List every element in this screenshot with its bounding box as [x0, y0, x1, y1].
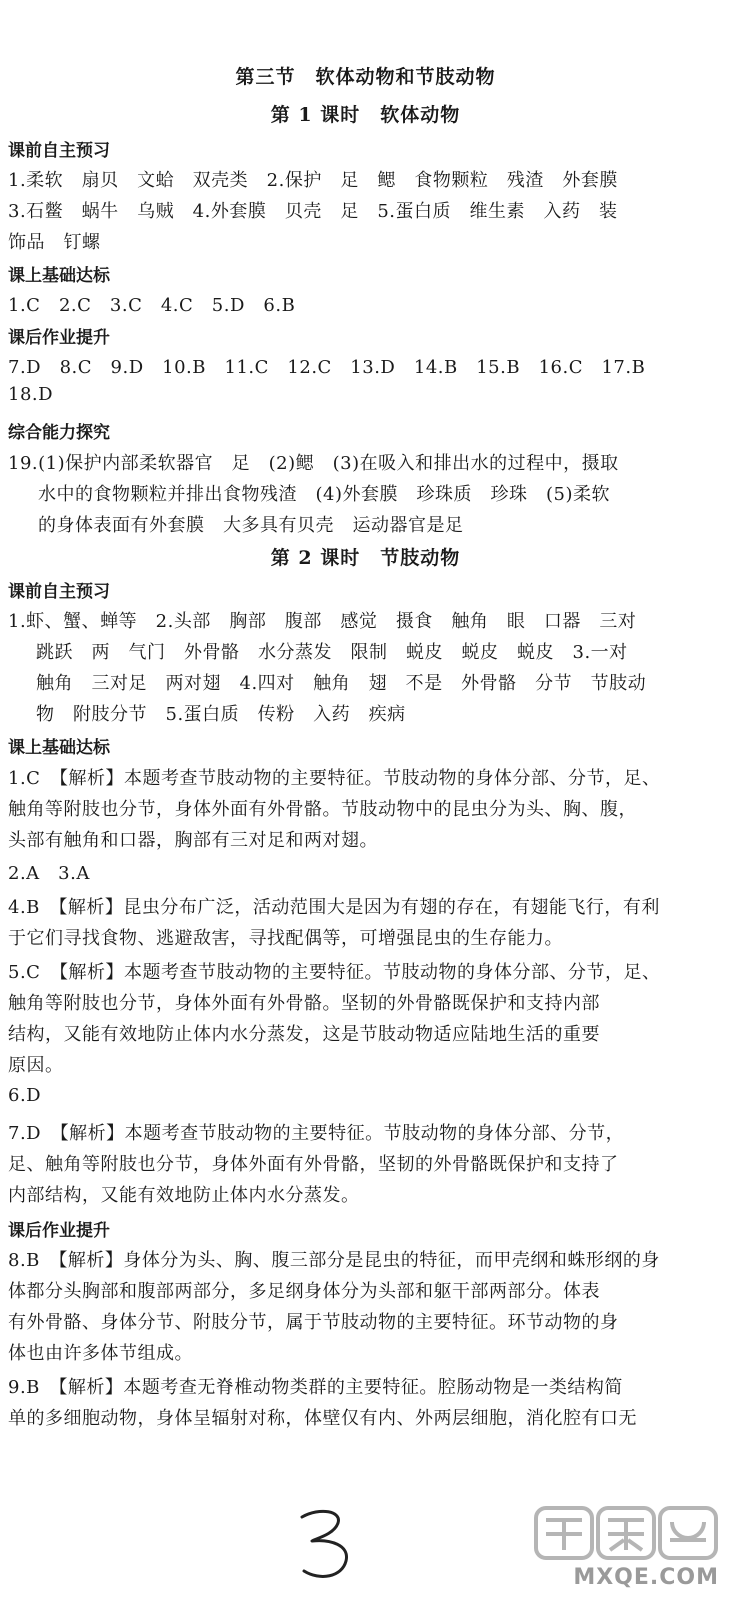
l1-comp-heading: 综合能力探究	[8, 423, 110, 443]
l2-after-line: 体也由许多体节组成。	[8, 1343, 193, 1364]
l1-pre-line: 3.石鳖 蜗牛 乌贼 4.外套膜 贝壳 足 5.蛋白质 维生素 入药 装	[8, 201, 618, 222]
l2-basic-line: 足、触角等附肢也分节，身体外面有外骨骼，坚韧的外骨骼既保护和支持了	[8, 1154, 619, 1175]
l1-comp-line: 19.(1)保护内部柔软器官 足 (2)鳃 (3)在吸入和排出水的过程中，摄取	[8, 453, 619, 474]
l2-after-heading: 课后作业提升	[8, 1221, 110, 1241]
l2-after-line: 单的多细胞动物，身体呈辐射对称，体壁仅有内、外两层细胞，消化腔有口无	[8, 1408, 637, 1429]
l1-after-heading: 课后作业提升	[8, 328, 110, 348]
l2-pre-line: 跳跃 两 气门 外骨骼 水分蒸发 限制 蜕皮 蜕皮 蜕皮 3.一对	[36, 642, 628, 663]
l2-basic-line: 头部有触角和口器，胸部有三对足和两对翅。	[8, 830, 378, 851]
l2-after-line: 有外骨骼、身体分节、附肢分节，属于节肢动物的主要特征。环节动物的身	[8, 1312, 619, 1333]
l2-basic-line: 触角等附肢也分节，身体外面有外骨骼。节肢动物中的昆虫分为头、胸、腹，	[8, 799, 637, 820]
l1-after-line: 18.D	[8, 384, 54, 405]
l2-basic-line: 4.B 【解析】昆虫分布广泛，活动范围大是因为有翅的存在，有翅能飞行，有利	[8, 897, 660, 918]
l2-basic-line: 原因。	[8, 1055, 64, 1076]
l2-after-line: 9.B 【解析】本题考查无脊椎动物类群的主要特征。腔肠动物是一类结构简	[8, 1377, 623, 1398]
l2-pre-heading: 课前自主预习	[8, 582, 110, 602]
l1-pre-heading: 课前自主预习	[8, 141, 110, 161]
l1-basic-heading: 课上基础达标	[8, 266, 110, 286]
l2-basic-line: 6.D	[8, 1085, 42, 1106]
l2-basic-line: 5.C 【解析】本题考查节肢动物的主要特征。节肢动物的身体分部、分节，足、	[8, 962, 661, 983]
l2-basic-line: 1.C 【解析】本题考查节肢动物的主要特征。节肢动物的身体分部、分节，足、	[8, 768, 661, 789]
l2-pre-line: 1.虾、蟹、蝉等 2.头部 胸部 腹部 感觉 摄食 触角 眼 口器 三对	[8, 611, 637, 632]
l1-comp-line: 水中的食物颗粒并排出食物残渣 (4)外套膜 珍珠质 珍珠 (5)柔软	[38, 484, 610, 505]
l2-basic-line: 结构，又能有效地防止体内水分蒸发，这是节肢动物适应陆地生活的重要	[8, 1024, 600, 1045]
l1-pre-line: 1.柔软 扇贝 文蛤 双壳类 2.保护 足 鳃 食物颗粒 残渣 外套膜	[8, 170, 618, 191]
l2-basic-line: 触角等附肢也分节，身体外面有外骨骼。坚韧的外骨骼既保护和支持内部	[8, 993, 600, 1014]
lesson1-title: 第 1 课时 软体动物	[270, 104, 461, 126]
l2-basic-line: 于它们寻找食物、逃避敌害，寻找配偶等，可增强昆虫的生存能力。	[8, 928, 563, 949]
l2-basic-line: 内部结构，又能有效地防止体内水分蒸发。	[8, 1185, 360, 1206]
l1-pre-line: 饰品 钉螺	[8, 232, 101, 253]
watermark-logo	[530, 1500, 725, 1596]
handwritten-page-mark	[290, 1505, 360, 1585]
section-title: 第三节 软体动物和节肢动物	[235, 66, 496, 88]
l1-comp-line: 的身体表面有外套膜 大多具有贝壳 运动器官是足	[38, 515, 464, 536]
l2-basic-line: 2.A 3.A	[8, 863, 90, 884]
l1-after-line: 7.D 8.C 9.D 10.B 11.C 12.C 13.D 14.B 15.B 16.C 17.B	[8, 357, 646, 378]
l2-after-line: 8.B 【解析】身体分为头、胸、腹三部分是昆虫的特征，而甲壳纲和蛛形纲的身	[8, 1250, 660, 1271]
l2-basic-heading: 课上基础达标	[8, 738, 110, 758]
l2-pre-line: 物 附肢分节 5.蛋白质 传粉 入药 疾病	[36, 704, 406, 725]
l2-basic-line: 7.D 【解析】本题考查节肢动物的主要特征。节肢动物的身体分部、分节，	[8, 1123, 625, 1144]
l2-after-line: 体都分头胸部和腹部两部分，多足纲身体分为头部和躯干部两部分。体表	[8, 1281, 600, 1302]
watermark-text: MXQE.COM	[573, 1565, 719, 1590]
lesson2-title: 第 2 课时 节肢动物	[270, 547, 461, 569]
l1-basic-line: 1.C 2.C 3.C 4.C 5.D 6.B	[8, 295, 296, 316]
l2-pre-line: 触角 三对足 两对翅 4.四对 触角 翅 不是 外骨骼 分节 节肢动	[36, 673, 647, 694]
